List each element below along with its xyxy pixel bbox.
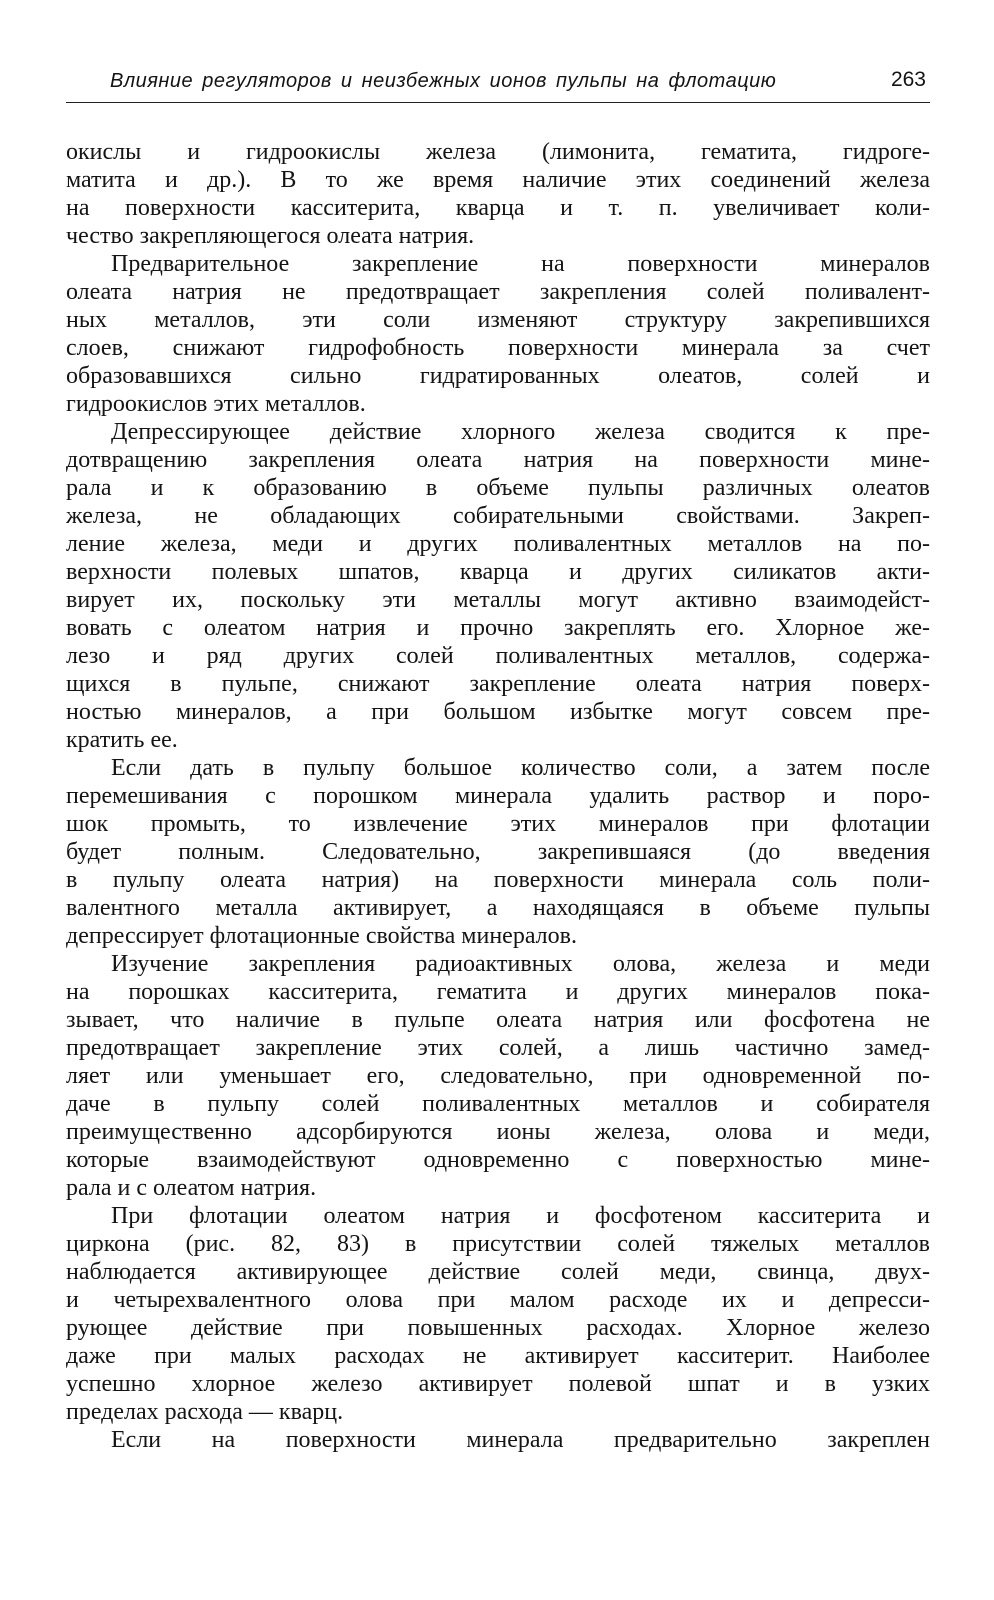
paragraph xyxy=(66,250,930,418)
text-line: матита и др.). В то же время наличие этих соединений железа xyxy=(66,167,930,193)
text-line: Изучение закрепления радиоактивных олова, железа и меди xyxy=(111,951,930,977)
text-line: ляет или уменьшает его, следовательно, при одновременной по- xyxy=(66,1063,930,1089)
body-text xyxy=(66,138,930,1454)
text-line: преимущественно адсорбируются ионы железа, олова и меди, xyxy=(66,1119,930,1145)
text-line: и четырехвалентного олова при малом расходе их и депресси- xyxy=(66,1287,930,1313)
text-line: на порошках касситерита, гематита и других минералов пока- xyxy=(66,979,930,1005)
text-line: железа, не обладающих собирательными свойствами. Закреп- xyxy=(66,503,930,529)
text-line: Депрессирующее действие хлорного железа сводится к пре- xyxy=(111,419,930,445)
text-line: чество закрепляющегося олеата натрия. xyxy=(66,223,475,249)
text-line: Если на поверхности минерала предварительно закреплен xyxy=(111,1427,930,1453)
text-line: олеата натрия не предотвращает закрепления солей поливалент- xyxy=(66,279,930,305)
text-line: зывает, что наличие в пульпе олеата натрия или фосфотена не xyxy=(66,1007,930,1033)
text-line: рала и с олеатом натрия. xyxy=(66,1175,317,1201)
text-line: перемешивания с порошком минерала удалить раствор и поро- xyxy=(66,783,930,809)
text-line: депрессирует флотационные свойства минералов. xyxy=(66,923,577,949)
text-line: которые взаимодействуют одновременно с поверхностью мине- xyxy=(66,1147,930,1173)
text-line: успешно хлорное железо активирует полевой шпат и в узких xyxy=(66,1371,930,1397)
text-line: дотвращению закрепления олеата натрия на поверхности мине- xyxy=(66,447,930,473)
text-line: даже при малых расходах не активирует касситерит. Наиболее xyxy=(66,1343,930,1369)
running-title: Влияние регуляторов и неизбежных ионов пульпы на флотацию xyxy=(110,70,777,92)
text-line: на поверхности касситерита, кварца и т. п. увеличивает коли- xyxy=(66,195,930,221)
text-line: гидроокислов этих металлов. xyxy=(66,391,366,417)
text-line: даче в пульпу солей поливалентных металлов и собирателя xyxy=(66,1091,930,1117)
text-line: При флотации олеатом натрия и фосфотеном касситерита и xyxy=(111,1203,930,1229)
text-line: циркона (рис. 82, 83) в присутствии солей тяжелых металлов xyxy=(66,1231,930,1257)
text-line: вирует их, поскольку эти металлы могут активно взаимодейст- xyxy=(66,587,930,613)
text-line: окислы и гидроокислы железа (лимонита, гематита, гидроге- xyxy=(66,139,930,165)
text-line: пределах расхода — кварц. xyxy=(66,1399,344,1425)
text-line: щихся в пульпе, снижают закрепление олеата натрия поверх- xyxy=(66,671,930,697)
text-line: валентного металла активирует, а находящаяся в объеме пульпы xyxy=(66,895,930,921)
text-line: ных металлов, эти соли изменяют структуру закрепившихся xyxy=(66,307,930,333)
text-line: предотвращает закрепление этих солей, а лишь частично замед- xyxy=(66,1035,930,1061)
running-header xyxy=(66,66,930,103)
paragraph xyxy=(66,950,930,1202)
paragraph xyxy=(66,1202,930,1426)
text-line: Если дать в пульпу большое количество соли, а затем после xyxy=(111,755,930,781)
text-line: кратить ее. xyxy=(66,727,178,753)
text-line: в пульпу олеата натрия) на поверхности минерала соль поли- xyxy=(66,867,930,893)
text-line: рала и к образованию в объеме пульпы различных олеатов xyxy=(66,475,930,501)
text-line: ностью минералов, а при большом избытке могут совсем пре- xyxy=(66,699,930,725)
text-line: Предварительное закрепление на поверхности минералов xyxy=(111,251,930,277)
text-line: верхности полевых шпатов, кварца и других силикатов акти- xyxy=(66,559,930,585)
text-line: вовать с олеатом натрия и прочно закреплять его. Хлорное же- xyxy=(66,615,930,641)
text-line: будет полным. Следовательно, закрепившаяся (до введения xyxy=(66,839,930,865)
paragraph xyxy=(66,418,930,754)
text-line: наблюдается активирующее действие солей меди, свинца, двух- xyxy=(66,1259,930,1285)
paragraph xyxy=(66,754,930,950)
paragraph xyxy=(66,1426,930,1454)
text-line: лезо и ряд других солей поливалентных металлов, содержа- xyxy=(66,643,930,669)
text-line: образовавшихся сильно гидратированных олеатов, солей и xyxy=(66,363,930,389)
text-line: шок промыть, то извлечение этих минералов при флотации xyxy=(66,811,930,837)
text-line: ление железа, меди и других поливалентных металлов на по- xyxy=(66,531,930,557)
text-line: слоев, снижают гидрофобность поверхности минерала за счет xyxy=(66,335,930,361)
text-line: рующее действие при повышенных расходах. Хлорное железо xyxy=(66,1315,930,1341)
page-number: 263 xyxy=(890,68,926,91)
paragraph xyxy=(66,138,930,250)
